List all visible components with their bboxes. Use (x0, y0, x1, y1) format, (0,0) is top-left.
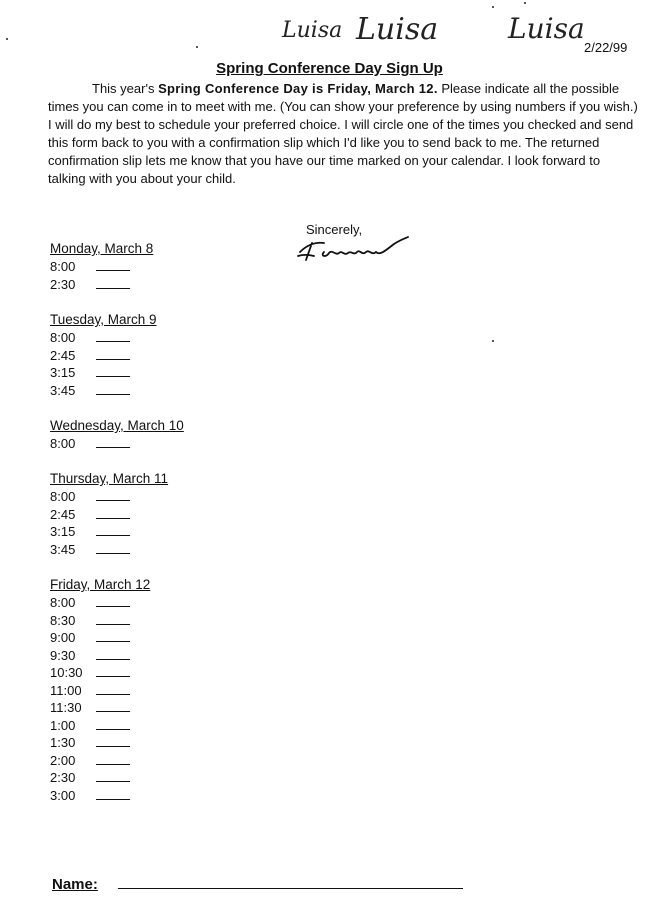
time-slot[interactable] (50, 347, 157, 365)
signature (294, 234, 412, 266)
day-thursday (50, 470, 168, 558)
slot-time: 8:00 (50, 436, 76, 451)
intro-bold: Spring Conference Day is Friday, March 12. (158, 81, 438, 96)
slot-blank[interactable] (96, 752, 130, 765)
intro-rest: Please indicate all the possible times you can come in to meet with me. (You can show your preference by using numbers if you wish.) I will do my best to schedule your preferred choice. I will circle one of the times you checked and send this form back to you with a confirmation slip which I'd like you to send back to me. The returned confirmation slip lets me know that you have our time marked on your calendar. I look forward to talking with you about your child. (48, 81, 638, 186)
intro-lead: This year's (92, 81, 159, 96)
time-slot[interactable] (50, 699, 150, 717)
slot-blank[interactable] (96, 435, 130, 448)
slot-blank[interactable] (96, 629, 130, 642)
slot-time: 8:30 (50, 612, 76, 628)
day-friday (50, 576, 150, 804)
slot-time: 3:00 (50, 787, 76, 803)
slot-blank[interactable] (96, 717, 130, 730)
time-slot[interactable] (50, 647, 150, 665)
time-slot[interactable] (50, 382, 157, 400)
day-monday (50, 240, 153, 293)
day-tuesday (50, 311, 157, 399)
time-slot[interactable] (50, 258, 153, 276)
scan-speck (196, 46, 198, 48)
slot-time: 3:45 (50, 541, 76, 557)
time-slot[interactable] (50, 541, 168, 559)
slot-blank[interactable] (96, 787, 130, 800)
slot-time: 8:00 (50, 330, 76, 345)
slot-blank[interactable] (96, 647, 130, 660)
slot-blank[interactable] (96, 769, 130, 782)
slot-time: 9:00 (50, 630, 76, 645)
slot-blank[interactable] (96, 506, 130, 519)
slot-time: 1:30 (50, 735, 76, 750)
slot-time: 8:00 (50, 489, 76, 504)
slot-blank[interactable] (96, 364, 130, 377)
slot-blank[interactable] (96, 488, 130, 501)
handwritten-name: Luisa (282, 18, 343, 43)
time-slot[interactable] (50, 612, 150, 630)
time-slot[interactable] (50, 734, 150, 752)
time-slot[interactable] (50, 752, 150, 770)
time-slot[interactable] (50, 682, 150, 700)
slot-blank[interactable] (96, 682, 130, 695)
slot-blank[interactable] (96, 329, 130, 342)
day-wednesday (50, 417, 184, 453)
time-slot[interactable] (50, 435, 184, 453)
time-slot[interactable] (50, 769, 150, 787)
time-slot[interactable] (50, 787, 150, 805)
time-slot[interactable] (50, 506, 168, 524)
time-slot[interactable] (50, 664, 150, 682)
name-label: Name: (52, 876, 98, 893)
slot-blank[interactable] (96, 612, 130, 625)
scan-speck (524, 2, 526, 4)
name-field[interactable] (118, 888, 463, 889)
slot-time: 3:15 (50, 365, 76, 380)
slot-blank[interactable] (96, 258, 130, 271)
day-heading: Wednesday, March 10 (50, 418, 184, 433)
closing-text: Sincerely, (306, 222, 363, 237)
time-slot[interactable] (50, 717, 150, 735)
page-title: Spring Conference Day Sign Up (216, 60, 443, 77)
time-slot[interactable] (50, 276, 153, 294)
slot-time: 2:45 (50, 506, 76, 522)
time-slot[interactable] (50, 364, 157, 382)
slot-blank[interactable] (96, 523, 130, 536)
day-heading: Friday, March 12 (50, 577, 151, 592)
slot-time: 2:45 (50, 347, 76, 363)
slot-blank[interactable] (96, 382, 130, 395)
slot-blank[interactable] (96, 276, 130, 289)
handwritten-name: Luisa (356, 12, 439, 47)
slot-blank[interactable] (96, 734, 130, 747)
slot-time: 3:45 (50, 382, 76, 398)
slot-blank[interactable] (96, 594, 130, 607)
slot-time: 11:00 (50, 682, 82, 698)
handwritten-name: Luisa (508, 12, 585, 45)
time-slot[interactable] (50, 488, 168, 506)
scan-speck (6, 38, 8, 40)
day-heading: Tuesday, March 9 (50, 312, 157, 327)
form-date: 2/22/99 (584, 40, 628, 55)
time-slot[interactable] (50, 329, 157, 347)
time-slot[interactable] (50, 629, 150, 647)
time-slot[interactable] (50, 594, 150, 612)
slot-time: 8:00 (50, 595, 76, 610)
day-heading: Monday, March 8 (50, 241, 154, 256)
slot-blank[interactable] (96, 347, 130, 360)
day-heading: Thursday, March 11 (50, 471, 169, 486)
time-slot[interactable] (50, 523, 168, 541)
slot-time: 2:00 (50, 752, 76, 768)
slot-time: 10:30 (50, 665, 83, 680)
scan-speck (492, 340, 494, 342)
slot-time: 8:00 (50, 259, 76, 274)
slot-blank[interactable] (96, 541, 130, 554)
scan-speck (492, 6, 494, 8)
slot-blank[interactable] (96, 664, 130, 677)
slot-time: 2:30 (50, 276, 76, 292)
slot-time: 9:30 (50, 647, 76, 663)
slot-time: 3:15 (50, 524, 76, 539)
slot-time: 1:00 (50, 717, 76, 733)
intro-paragraph (48, 80, 640, 188)
slot-blank[interactable] (96, 699, 130, 712)
slot-time: 11:30 (50, 700, 82, 715)
slot-time: 2:30 (50, 770, 76, 785)
